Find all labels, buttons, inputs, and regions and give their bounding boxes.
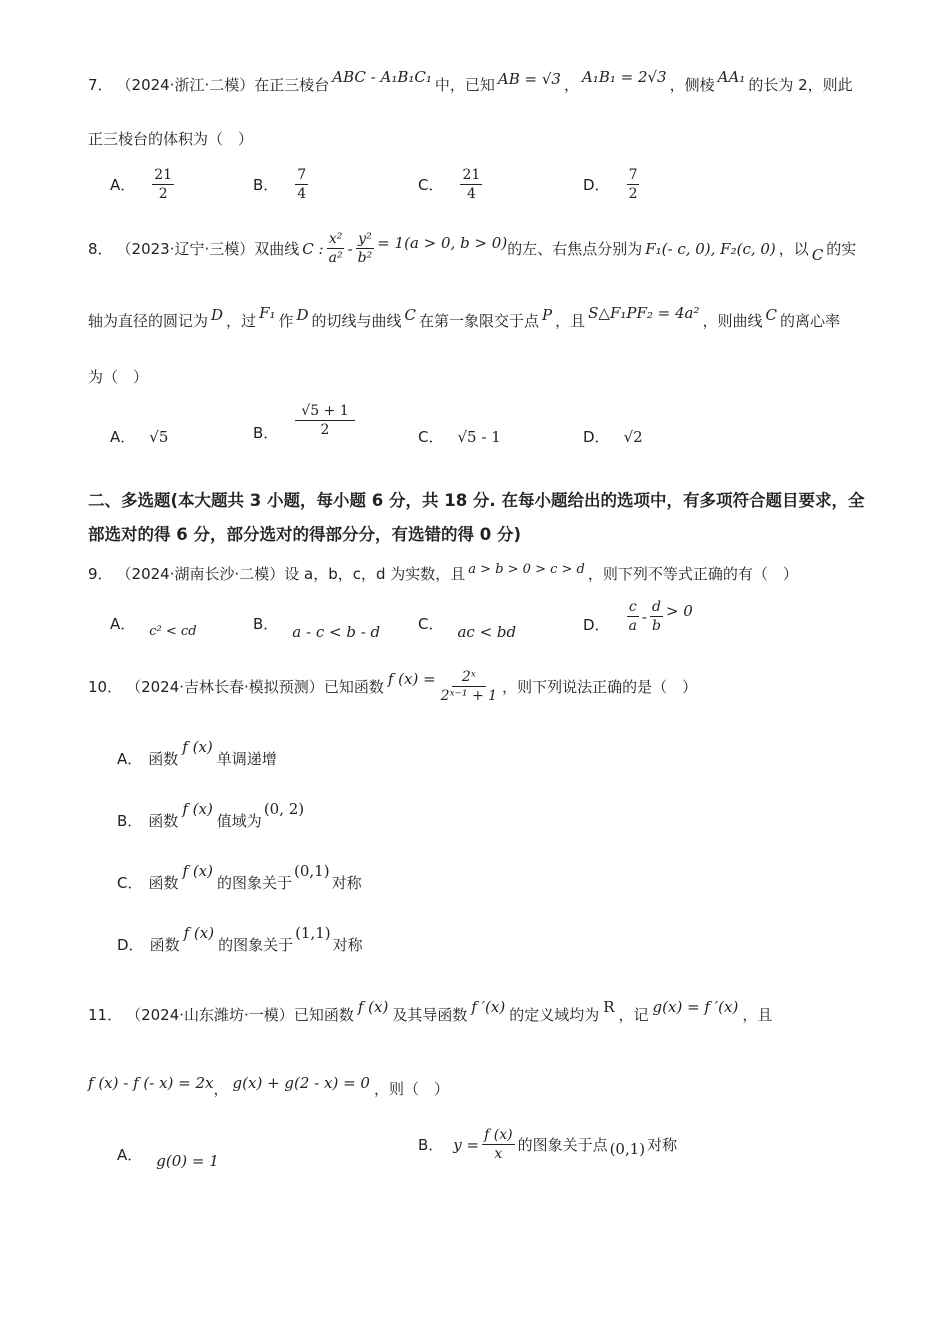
option-text: 对称 <box>331 874 362 892</box>
option-value: g(0) = 1 <box>156 1151 219 1170</box>
option-math: (0,1) <box>609 1139 646 1158</box>
q8-minus: - <box>347 239 353 258</box>
q8-option-c[interactable] <box>418 426 501 447</box>
q8-text: ，且 <box>555 312 586 330</box>
q8-number: 8． <box>88 240 113 258</box>
q8-p: P <box>542 305 553 324</box>
option-math: f (x) <box>182 737 213 756</box>
option-value: c² < cd <box>149 624 197 639</box>
option-label: A． <box>117 1146 143 1164</box>
q8-foci: F₁(- c, 0), F₂(c, 0) <box>645 239 776 258</box>
q7-text: ，侧棱 <box>669 76 715 94</box>
q8-stem-line2 <box>88 303 841 331</box>
q8-option-b[interactable] <box>253 402 358 442</box>
option-value: > 0 <box>665 601 693 620</box>
q8-c: C <box>765 305 778 324</box>
q9-stem <box>88 563 798 584</box>
q11-text: ， <box>213 1080 229 1098</box>
q8-text: 的实 <box>826 240 857 258</box>
option-value: a - c < b - d <box>292 622 381 641</box>
q10-function: f (x) = <box>387 669 436 688</box>
q7-option-b[interactable] <box>253 166 311 203</box>
option-label: A． <box>110 176 136 194</box>
option-label: C． <box>418 615 444 633</box>
q8-text: 作 <box>278 312 294 330</box>
q9-option-d[interactable] <box>583 598 693 635</box>
q11-text: ，且 <box>742 1006 773 1024</box>
option-text: 的图象关于 <box>216 874 292 892</box>
q9-text: ，则下列不等式正确的有（ ） <box>587 565 798 583</box>
option-label: B． <box>253 176 279 194</box>
q8-text: ，则曲线 <box>702 312 763 330</box>
option-value: √5 <box>149 427 169 446</box>
q8-source: （2023·辽宁·三模） <box>116 240 255 258</box>
q9-option-b[interactable] <box>253 613 381 641</box>
option-label: C． <box>418 176 444 194</box>
q8-text: 轴为直径的圆记为 <box>88 312 209 330</box>
option-text: 函数 <box>148 750 179 768</box>
q10-stem <box>88 668 697 705</box>
q7-a1b1: A₁B₁ = 2√3 <box>581 67 667 86</box>
q8-c: C <box>811 245 824 264</box>
q8-text: ，以 <box>778 240 809 258</box>
q7-stem-line2 <box>88 128 253 149</box>
q11-option-b[interactable] <box>418 1126 677 1163</box>
q8-d: D <box>211 305 224 324</box>
fraction: $\frac{d}{b}$ <box>652 599 661 634</box>
fraction: $\frac{\text{2ˣ}}{\text{2ˣ⁻¹ + 1}}$ <box>440 669 498 704</box>
option-label: A． <box>110 428 136 446</box>
option-label: B． <box>253 424 279 442</box>
option-label: D． <box>583 428 610 446</box>
q7-number: 7． <box>88 76 113 94</box>
option-text: 函数 <box>148 812 179 830</box>
q8-text: 为（ ） <box>88 368 149 386</box>
q10-option-b[interactable] <box>117 799 305 831</box>
fraction: $\frac{7}{4}$ <box>297 167 307 202</box>
option-label: A． <box>117 750 143 768</box>
q7-text: ， <box>563 76 579 94</box>
q9-option-c[interactable] <box>418 613 517 641</box>
q11-text: 及其导函数 <box>392 1006 468 1024</box>
option-math: (0, 2) <box>263 799 305 818</box>
q11-source: （2024·山东潍坊·一模） <box>126 1006 294 1024</box>
q9-option-a[interactable] <box>110 613 197 639</box>
q8-curve: C : <box>302 239 324 258</box>
fraction: $\frac{√5 + 1}{2}$ <box>295 402 354 439</box>
minus: - <box>641 607 647 626</box>
q11-stem-line2 <box>88 1073 449 1099</box>
q11-text: 已知函数 <box>293 1006 354 1024</box>
option-text: 的图象关于 <box>218 936 294 954</box>
q7-aa1: AA₁ <box>717 67 746 86</box>
q10-option-c[interactable] <box>117 861 362 893</box>
option-text: 的图象关于点 <box>517 1136 608 1154</box>
q8-f1: F₁ <box>259 303 276 322</box>
q8-text: 的左、右焦点分别为 <box>507 240 643 258</box>
q8-equation: = 1(a > 0, b > 0) <box>377 233 508 252</box>
option-label: C． <box>117 874 143 892</box>
q10-text: 已知函数 <box>323 678 384 696</box>
q11-text: ，记 <box>618 1006 649 1024</box>
option-math: y = <box>453 1135 480 1154</box>
q7-option-a[interactable] <box>110 166 177 203</box>
q8-option-d[interactable] <box>583 426 643 447</box>
q7-text: 在正三棱台 <box>254 76 330 94</box>
q11-text: ，则（ ） <box>373 1080 449 1098</box>
q8-stem-line3 <box>88 366 148 387</box>
option-math: f (x) <box>183 923 215 942</box>
option-value: √5 - 1 <box>457 427 501 446</box>
option-math: (1,1) <box>295 923 331 942</box>
q7-source: （2024·浙江·二模） <box>116 76 255 94</box>
option-math: (0,1) <box>294 861 330 880</box>
q10-source: （2024·吉林长春·模拟预测） <box>126 678 324 696</box>
q11-text: 的定义域均为 <box>509 1006 600 1024</box>
q8-text: 的切线与曲线 <box>311 312 402 330</box>
q11-number: 11． <box>88 1006 123 1024</box>
option-text: 对称 <box>647 1136 678 1154</box>
q7-ab: AB = √3 <box>497 69 561 88</box>
option-label: C． <box>418 428 444 446</box>
q11-math: R <box>603 997 615 1016</box>
q11-math: g(x) = f ′(x) <box>652 997 739 1016</box>
option-value: ac < bd <box>457 622 517 641</box>
q8-option-a[interactable] <box>110 426 168 447</box>
q11-math: f (x) - f (- x) = 2x <box>88 1073 214 1092</box>
q9-text: 设 a，b，c，d 为实数，且 <box>284 565 466 583</box>
option-label: B． <box>418 1136 444 1154</box>
section-heading: 二、多选题(本大题共 3 小题，每小题 6 分，共 18 分. 在每小题给出的选项中，有多项符合题目要求，全部选对的得 6 分，部分选对的得部分分，有选错的得 0 分) <box>88 491 865 544</box>
q11-stem-line1 <box>88 997 773 1025</box>
fraction: $\frac{\text{x²}}{\text{a²}}$ <box>328 231 343 266</box>
q10-option-d[interactable] <box>117 923 363 955</box>
option-math: f (x) <box>182 861 213 880</box>
q8-text: 的离心率 <box>780 312 841 330</box>
q9-inequality: a > b > 0 > c > d <box>468 562 585 577</box>
q11-math: g(x) + g(2 - x) = 0 <box>232 1073 370 1092</box>
q8-text: ，过 <box>226 312 257 330</box>
q7-stem-line1 <box>88 67 853 95</box>
option-label: A． <box>110 615 136 633</box>
fraction: $\frac{\text{y²}}{\text{b²}}$ <box>357 231 373 266</box>
option-label: B． <box>253 615 279 633</box>
option-value: √2 <box>623 427 643 446</box>
q9-source: （2024·湖南长沙·二模） <box>116 565 285 583</box>
option-label: B． <box>117 812 143 830</box>
q7-option-c[interactable] <box>418 166 485 203</box>
option-label: D． <box>583 176 610 194</box>
q11-math: f ′(x) <box>471 997 506 1016</box>
q9-number: 9． <box>88 565 113 583</box>
fraction: $\frac{c}{a}$ <box>628 599 637 634</box>
option-math: f (x) <box>182 799 213 818</box>
q8-stem-line1 <box>88 230 856 267</box>
q8-area: S△F₁PF₂ = 4a² <box>588 303 700 322</box>
option-text: 函数 <box>148 874 179 892</box>
fraction: $\frac{21}{2}$ <box>154 167 173 202</box>
q7-option-d[interactable] <box>583 166 642 203</box>
fraction: $\frac{21}{4}$ <box>462 167 481 202</box>
option-text: 单调递增 <box>216 750 277 768</box>
fraction: $\frac{f (x)}{x}$ <box>484 1127 513 1162</box>
q11-option-a[interactable] <box>117 1144 219 1170</box>
q8-c: C <box>404 305 417 324</box>
q11-math: f (x) <box>357 997 389 1016</box>
option-text: 函数 <box>149 936 180 954</box>
q10-text: ，则下列说法正确的是（ ） <box>502 678 698 696</box>
q7-text: 的长为 2，则此 <box>748 76 853 94</box>
q8-text: 双曲线 <box>254 240 300 258</box>
q8-d: D <box>296 305 309 324</box>
fraction: $\frac{7}{2}$ <box>628 167 638 202</box>
option-text: 对称 <box>332 936 363 954</box>
q10-number: 10． <box>88 678 123 696</box>
option-label: D． <box>117 936 144 954</box>
option-label: D． <box>583 616 610 634</box>
q8-text: 在第一象限交于点 <box>419 312 540 330</box>
option-text: 值域为 <box>216 812 262 830</box>
q7-frustum: ABC - A₁B₁C₁ <box>332 67 432 86</box>
q10-option-a[interactable] <box>117 737 277 769</box>
q7-text: 中，已知 <box>434 76 495 94</box>
q7-text: 正三棱台的体积为（ ） <box>88 130 254 148</box>
